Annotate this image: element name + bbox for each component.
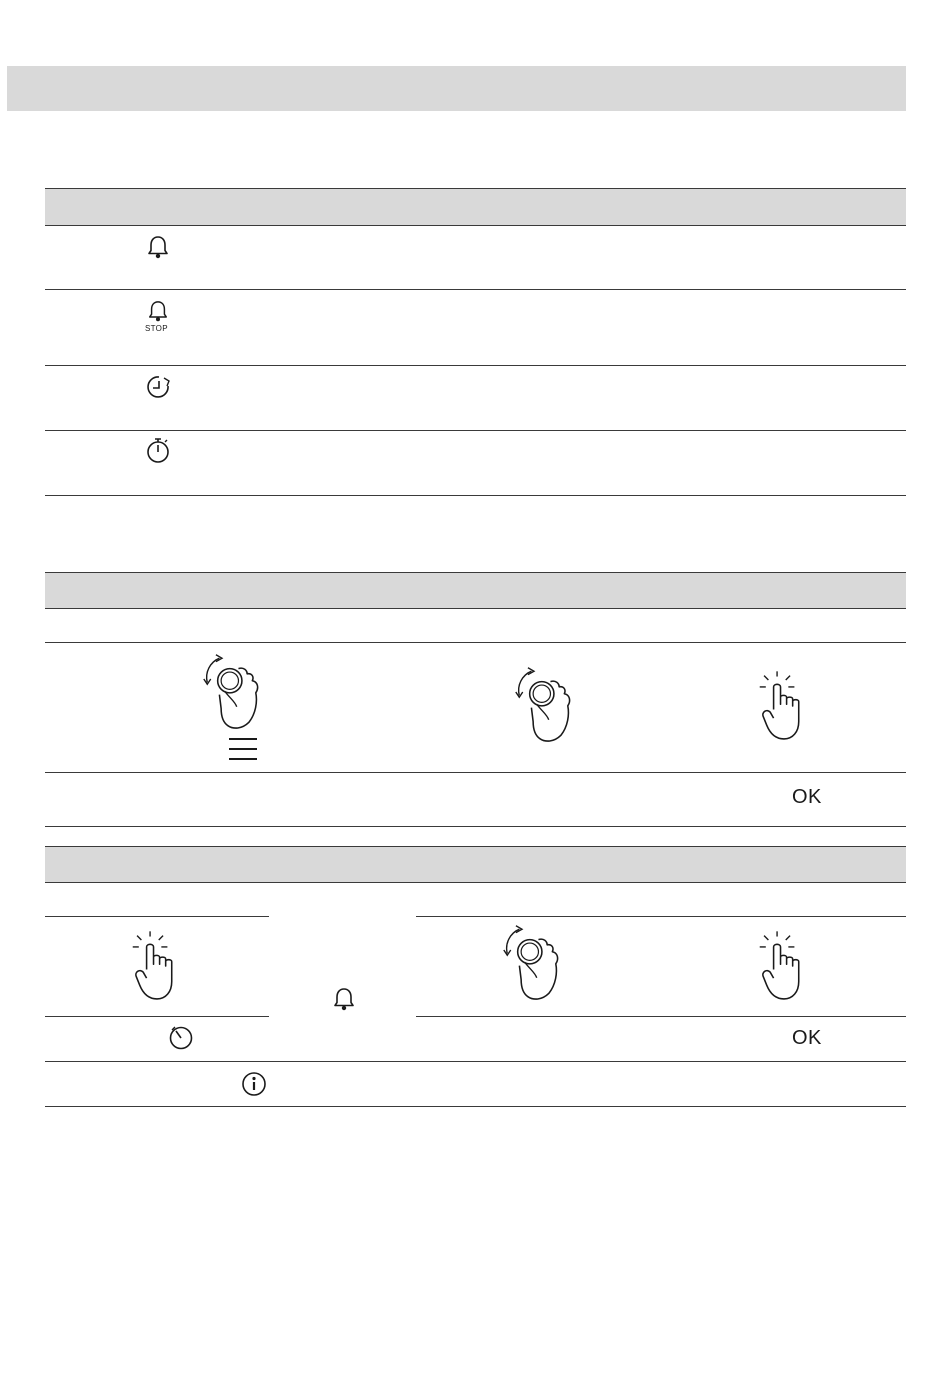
row-divider [45,772,906,773]
hand-tap-icon [758,931,810,1001]
bell-stop-icon [147,299,169,323]
table-header-rule [45,882,906,883]
row-divider [416,916,906,917]
stopwatch-icon [146,437,172,465]
table-bottom-rule [45,495,906,496]
bell-icon [146,234,170,260]
hand-turn-knob-icon [512,666,582,744]
table-bottom-rule [45,1106,906,1107]
timer-icon [168,1025,194,1051]
row-divider [45,430,906,431]
ok-label: OK [792,1027,822,1049]
row-divider [45,916,269,917]
table-header-row [45,573,906,608]
delayed-start-clock-icon [145,374,173,402]
row-divider [416,1016,906,1017]
row-divider [45,365,906,366]
menu-icon [228,737,258,761]
bell-stop-label: STOP [145,324,168,333]
ok-label: OK [792,786,822,808]
row-divider [45,1061,906,1062]
page-header-band [7,66,906,111]
table-bottom-rule [45,826,906,827]
hand-tap-icon [131,931,183,1001]
table-header-row [45,189,906,225]
table-header-rule [45,225,906,226]
hand-turn-knob-icon [200,653,270,731]
hand-turn-knob-icon [500,924,570,1002]
hand-tap-icon [758,671,810,741]
row-divider [45,289,906,290]
table-header-row [45,847,906,882]
row-divider [45,1016,269,1017]
row-divider [45,642,906,643]
bell-icon [332,986,356,1012]
table-header-rule [45,608,906,609]
info-icon [241,1071,267,1097]
